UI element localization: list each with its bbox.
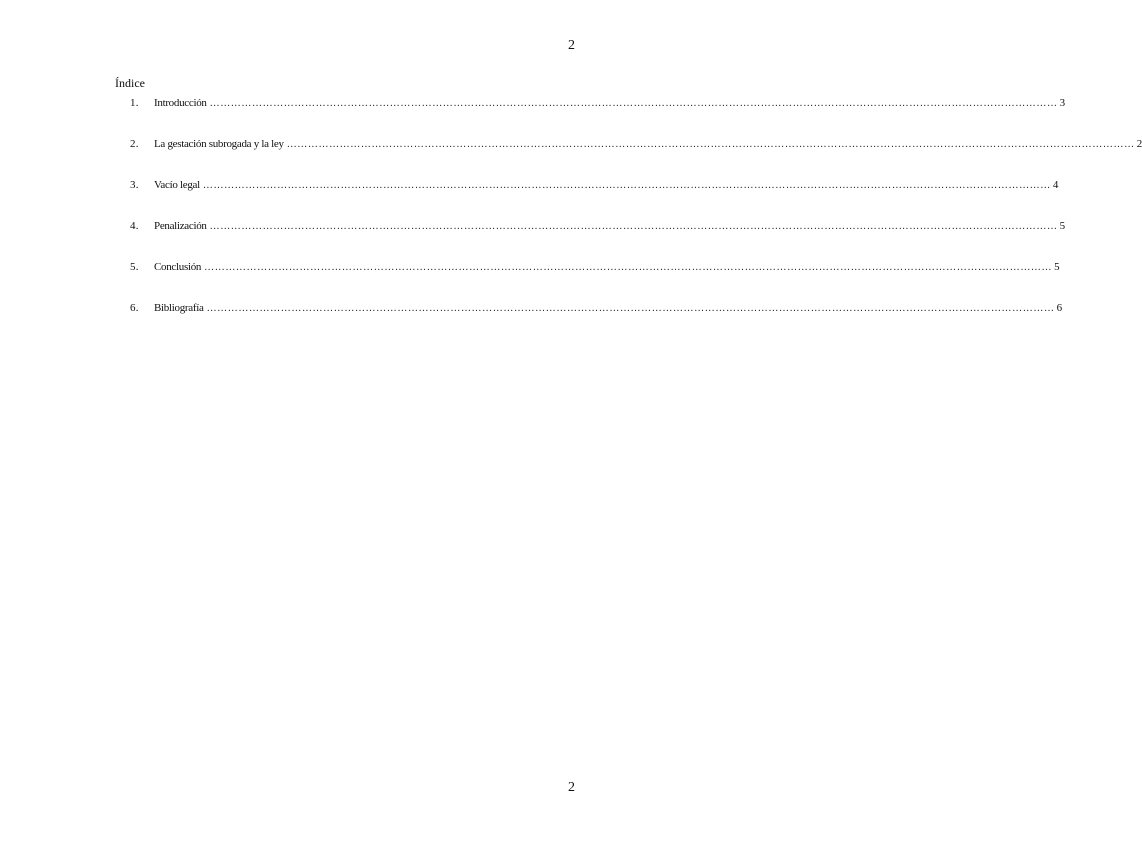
toc-entry-number: 4. xyxy=(130,220,139,232)
table-of-contents xyxy=(130,96,1142,342)
toc-entry-conclusion xyxy=(130,260,1060,274)
toc-entry-label: Bibliografía xyxy=(154,302,204,314)
toc-entry-bibliografia xyxy=(130,301,1063,315)
toc-entry-page: 2 xyxy=(1136,138,1142,150)
toc-entry-number: 1. xyxy=(130,97,139,109)
toc-entry-label: Introducción xyxy=(154,97,207,109)
toc-entry-number: 3. xyxy=(130,179,139,191)
dot-leader: …………………………………………………………………………………………………………………………………………………………………………………………………………………… xyxy=(209,221,1058,232)
toc-entry-number: 5. xyxy=(130,261,139,273)
toc-entry-page: 3 xyxy=(1059,97,1066,109)
toc-entry-number: 6. xyxy=(130,302,139,314)
toc-entry-page: 6 xyxy=(1056,302,1063,314)
dot-leader: …………………………………………………………………………………………………………………………………………………………………………………………………………………… xyxy=(206,303,1055,314)
dot-leader: …………………………………………………………………………………………………………………………………………………………………………………………………………………… xyxy=(286,139,1135,150)
toc-entry-label: Vacío legal xyxy=(154,179,200,191)
toc-entry-vacio-legal xyxy=(130,178,1059,192)
dot-leader: …………………………………………………………………………………………………………………………………………………………………………………………………………………… xyxy=(204,262,1053,273)
dot-leader: …………………………………………………………………………………………………………………………………………………………………………………………………………………… xyxy=(209,98,1058,109)
toc-entry-gestacion xyxy=(130,137,1142,151)
dot-leader: …………………………………………………………………………………………………………………………………………………………………………………………………………………… xyxy=(202,180,1051,191)
toc-entry-introduccion xyxy=(130,96,1066,110)
footer-page-number: 2 xyxy=(568,780,575,795)
index-title: Índice xyxy=(115,76,145,90)
toc-entry-page: 4 xyxy=(1052,179,1059,191)
toc-entry-page: 5 xyxy=(1054,261,1060,273)
toc-entry-page: 5 xyxy=(1059,220,1066,232)
toc-entry-number: 2. xyxy=(130,138,139,150)
header-page-number: 2 xyxy=(568,38,575,53)
toc-entry-label: La gestación subrogada y la ley xyxy=(154,138,284,150)
toc-entry-penalizacion xyxy=(130,219,1066,233)
toc-entry-label: Conclusión xyxy=(154,261,202,273)
toc-entry-label: Penalización xyxy=(154,220,207,232)
